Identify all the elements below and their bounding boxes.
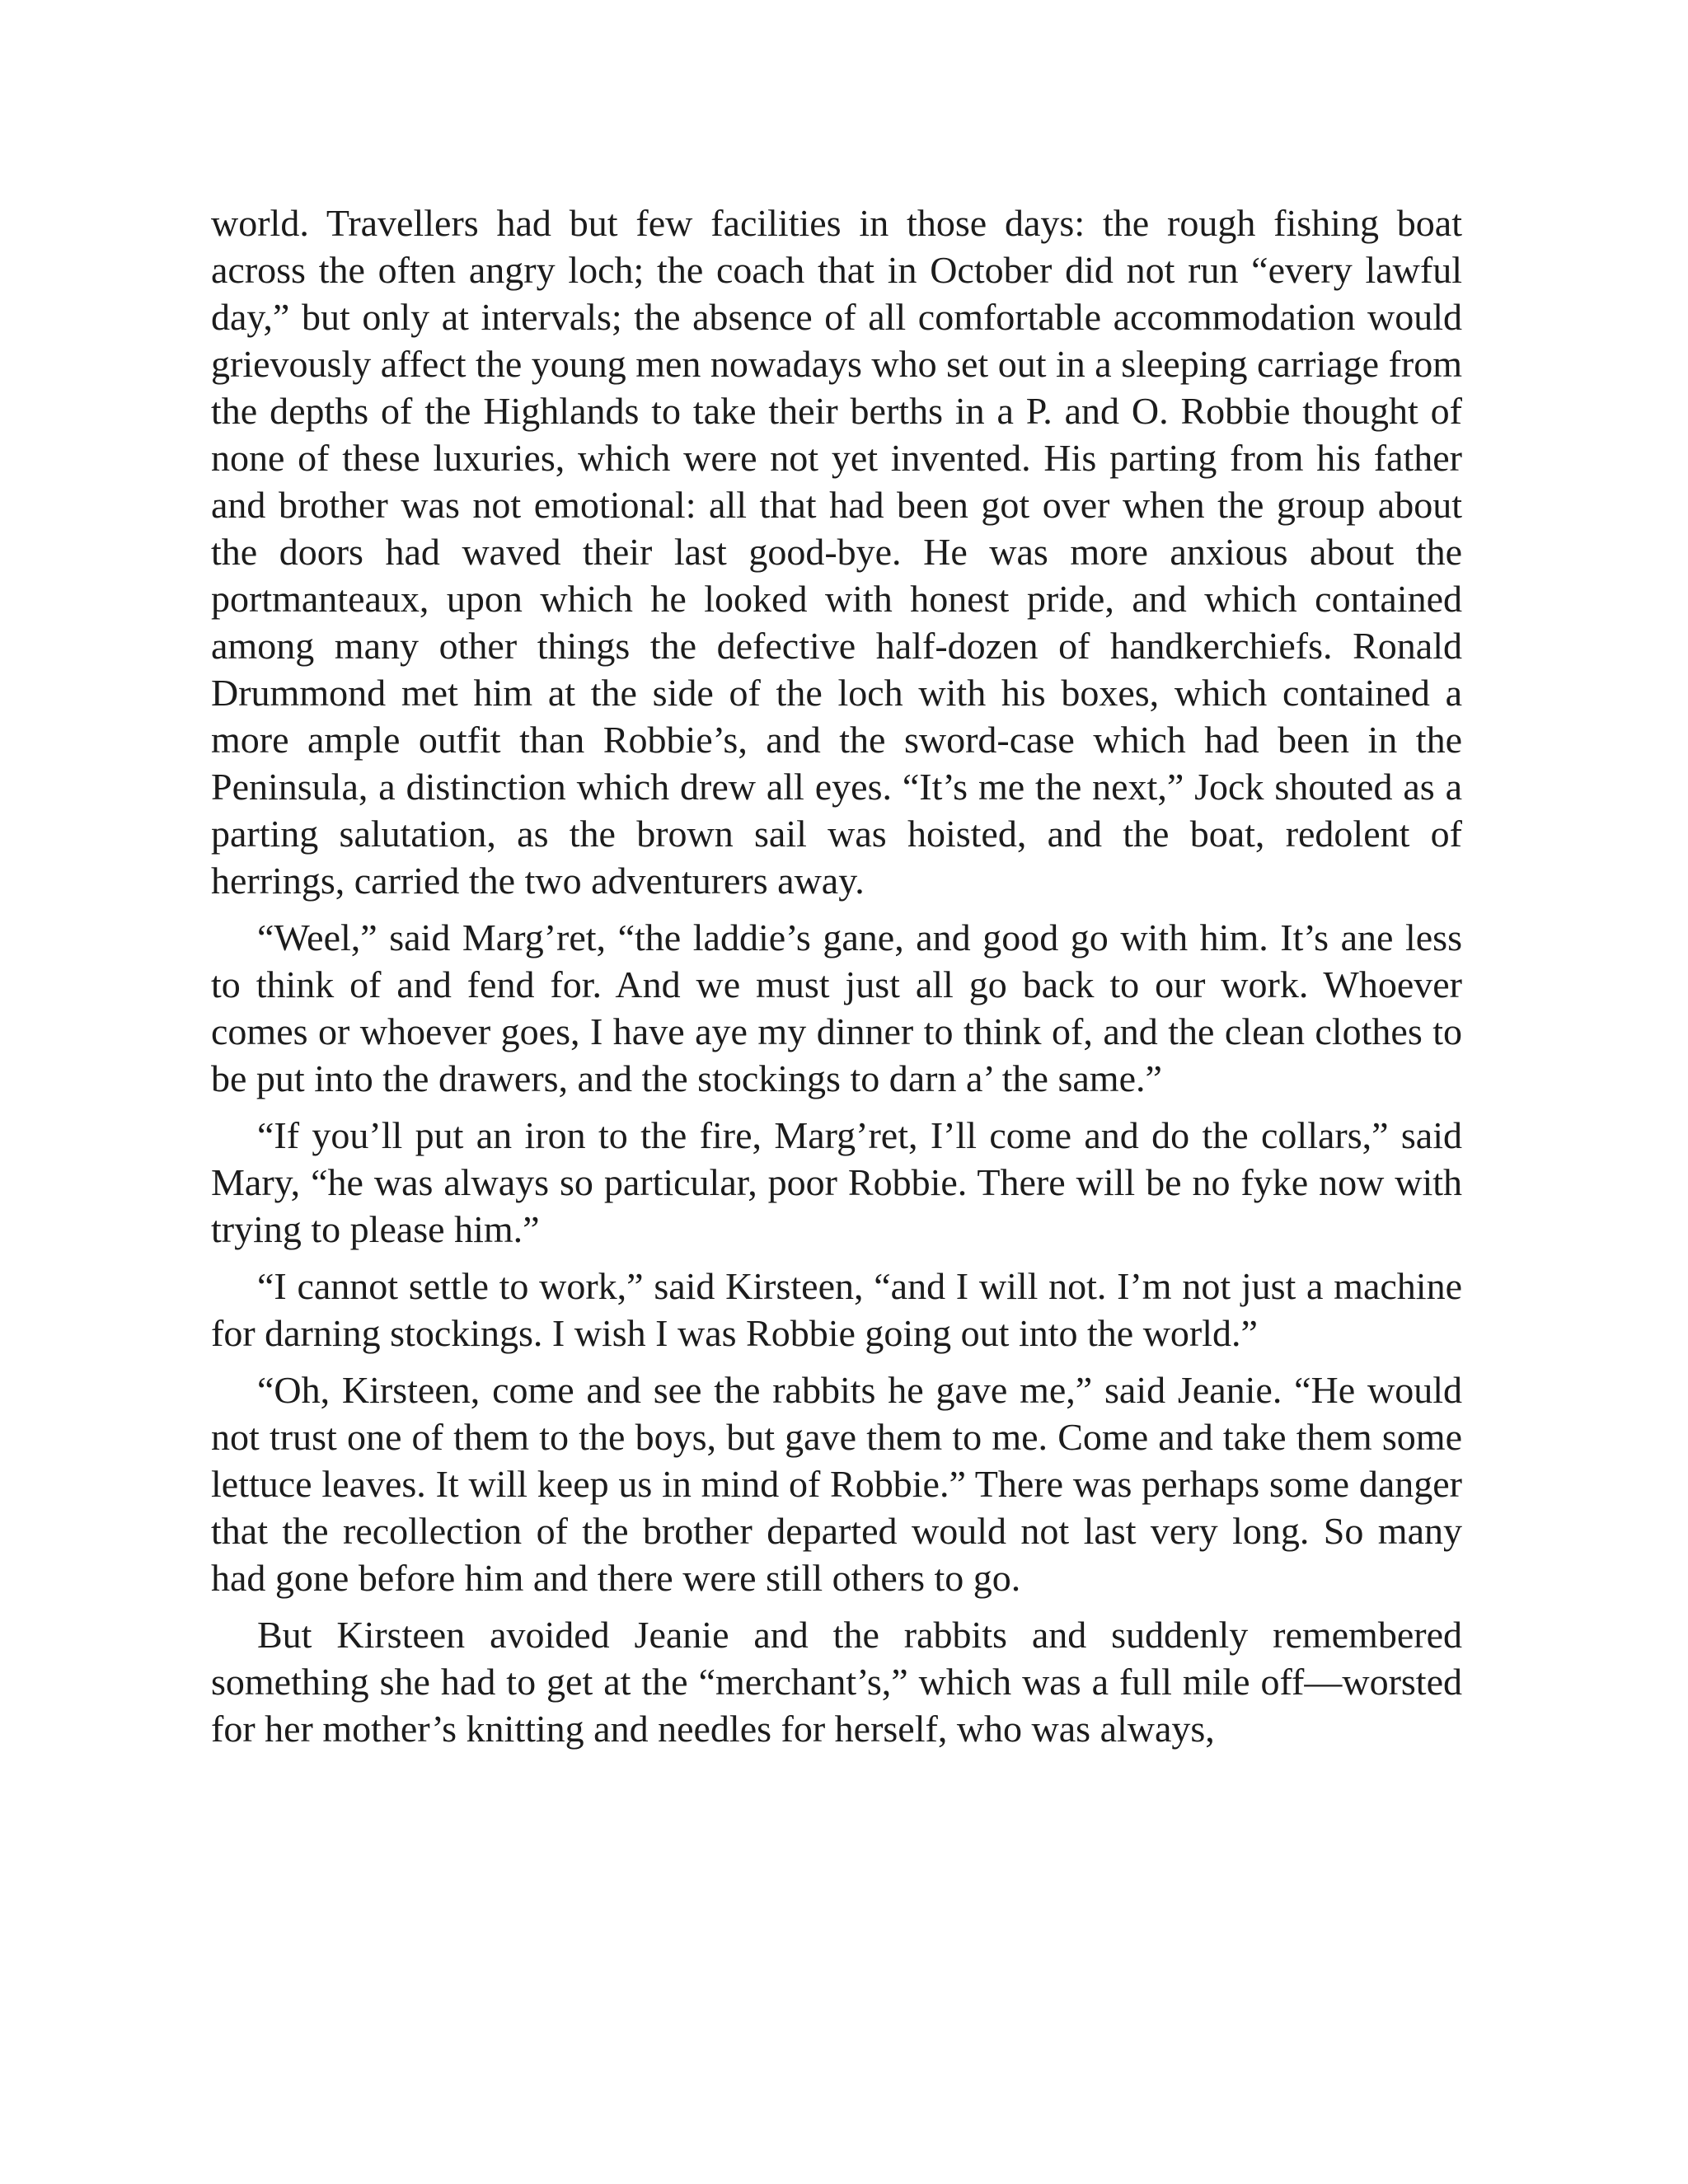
paragraph-6: But Kirsteen avoided Jeanie and the rabbits and suddenly remembered something she had to get at the “merchant’s,” which was a full mile off—worsted for her mother’s knitting and needles for herself, who was always, — [211, 1614, 1462, 1750]
paragraph-1: world. Travellers had but few facilities in those days: the rough fishing boat across the often angry loch; the coach that in October did not run “every lawful day,” but only at intervals; the absence of all comfortable accommodation would grievously affect the young men nowadays who set out in a sleeping carriage from the depths of the Highlands to take their berths in a P. and O. Robbie thought of none of these luxuries, which were not yet invented. His parting from his father and brother was not emotional: all that had been got over when the group about the doors had waved their last good-bye. He was more anxious about the portmanteaux, upon which he looked with honest pride, and which contained among many other things the defective half-dozen of handkerchiefs. Ronald Drummond met him at the side of the loch with his boxes, which contained a more ample outfit than Robbie’s, and the sword-case which had been in the Peninsula, a distinction which drew all eyes. “It’s me the next,” Jock shouted as a parting salutation, as the brown sail was hoisted, and the boat, redolent of herrings, carried the two adventurers away. — [211, 202, 1462, 902]
paragraph-5: “Oh, Kirsteen, come and see the rabbits he gave me,” said Jeanie. “He would not trust one of them to the boys, but gave them to me. Come and take them some lettuce leaves. It will keep us in mind of Robbie.” There was perhaps some danger that the recollection of the brother departed would not last very long. So many had gone before him and there were still others to go. — [211, 1369, 1462, 1599]
paragraph-4: “I cannot settle to work,” said Kirsteen, “and I will not. I’m not just a machine for darning stockings. I wish I was Robbie going out into the world.” — [211, 1265, 1462, 1354]
paragraph-2: “Weel,” said Marg’ret, “the laddie’s gane, and good go with him. It’s ane less to think of and fend for. And we must just all go back to our work. Whoever comes or whoever goes, I have aye my dinner to think of, and the clean clothes to be put into the drawers, and the stockings to darn a’ the same.” — [211, 916, 1462, 1099]
paragraph-3: “If you’ll put an iron to the fire, Marg’ret, I’ll come and do the collars,” said Mary, “he was always so particular, poor Robbie. There will be no fyke now with trying to please him.” — [211, 1114, 1462, 1250]
book-page — [211, 199, 1462, 1762]
